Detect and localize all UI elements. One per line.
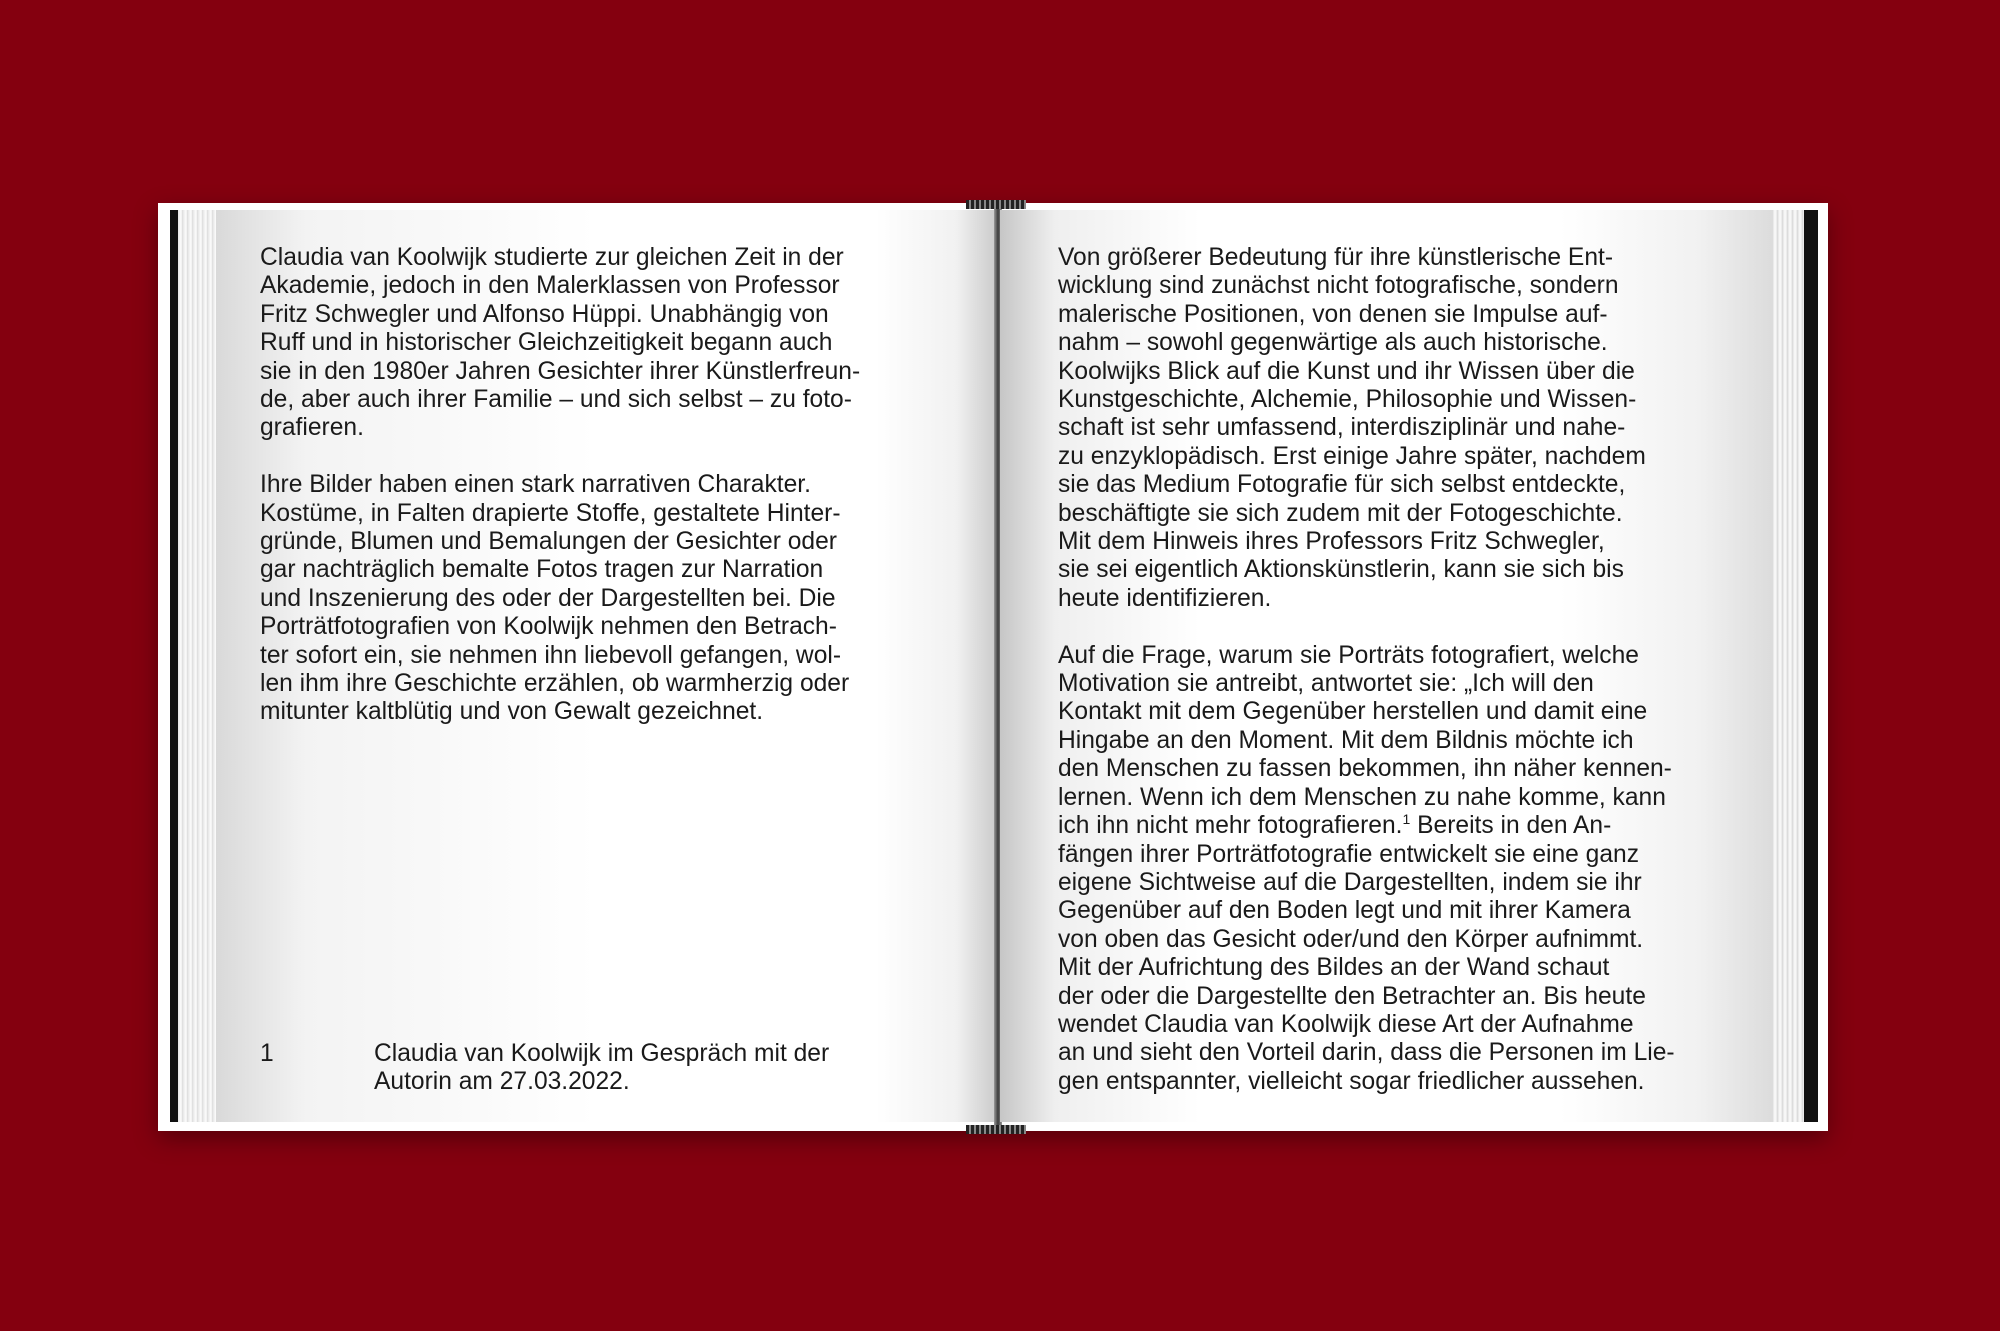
ref-line-before: ich ihn nicht mehr fotografieren. (1058, 812, 1403, 840)
text-line: Motivation sie antreibt, antwortet sie: „Ich will den (1058, 670, 1594, 698)
right-page-body (1058, 244, 1675, 1096)
text-line: Von größerer Bedeutung für ihre künstlerische Ent- (1058, 244, 1614, 271)
footnote-text (374, 1040, 829, 1097)
text-line: Mit dem Hinweis ihres Professors Fritz Schwegler, (1058, 528, 1605, 556)
text-line: Koolwijks Blick auf die Kunst und ihr Wissen über die (1058, 357, 1635, 385)
text-line: fängen ihrer Porträtfotografie entwickelt sie eine ganz (1058, 840, 1640, 868)
text-line: Ihre Bilder haben einen stark narrativen Charakter. (260, 471, 811, 499)
text-line: Akademie, jedoch in den Malerklassen von Professor (260, 272, 840, 300)
left-page-body (260, 244, 860, 727)
text-line: Mit der Aufrichtung des Bildes an der Wand schaut (1058, 954, 1610, 982)
text-line: Kostüme, in Falten drapierte Stoffe, gestaltete Hinter- (260, 499, 841, 527)
footnote-number: 1 (260, 1040, 274, 1067)
ref-line-after: Bereits in den An- (1410, 812, 1612, 840)
text-line: und Inszenierung des oder der Dargestellten bei. Die (260, 584, 836, 612)
text-line: gen entspannter, vielleicht sogar friedlicher aussehen. (1058, 1067, 1645, 1095)
text-line: Auf die Frage, warum sie Porträts fotografiert, welche (1058, 641, 1639, 669)
text-line: grafieren. (260, 414, 364, 442)
text-line: malerische Positionen, von denen sie Impulse auf- (1058, 300, 1608, 328)
page-stack-right (1772, 210, 1804, 1122)
text-line: heute identifizieren. (1058, 584, 1272, 612)
right-paragraph-2 (1058, 642, 1675, 1097)
text-line: gründe, Blumen und Bemalungen der Gesichter oder (260, 528, 837, 556)
text-line: Porträtfotografien von Koolwijk nehmen den Betrach- (260, 613, 837, 641)
headband-bottom (966, 1125, 1026, 1134)
text-line: sie sei eigentlich Aktionskünstlerin, kann sie sich bis (1058, 556, 1624, 584)
text-line: Fritz Schwegler und Alfonso Hüppi. Unabhängig von (260, 300, 829, 328)
left-paragraph-1 (260, 244, 860, 443)
footnote-line: Autorin am 27.03.2022. (374, 1068, 630, 1096)
text-line: Gegenüber auf den Boden legt und mit ihrer Kamera (1058, 897, 1631, 925)
book-cover-edge-left (170, 210, 178, 1122)
text-line: mitunter kaltblütig und von Gewalt gezeichnet. (260, 698, 764, 726)
text-line: Kontakt mit dem Gegenüber herstellen und damit eine (1058, 698, 1648, 726)
text-line: eigene Sichtweise auf die Dargestellten, indem sie ihr (1058, 868, 1642, 896)
text-line: beschäftigte sie sich zudem mit der Fotogeschichte. (1058, 499, 1623, 527)
text-line: zu enzyklopädisch. Erst einige Jahre später, nachdem (1058, 442, 1646, 470)
text-line-with-footnote-ref (1058, 812, 1675, 840)
text-line: der oder die Dargestellte den Betrachter an. Bis heute (1058, 982, 1646, 1010)
page-stack-left (178, 210, 216, 1122)
text-line: nahm – sowohl gegenwärtige als auch historische. (1058, 329, 1608, 357)
paragraph-gap (260, 443, 860, 471)
text-line: wendet Claudia van Koolwijk diese Art der Aufnahme (1058, 1010, 1634, 1038)
text-line: gar nachträglich bemalte Fotos tragen zur Narration (260, 556, 824, 584)
text-line: Kunstgeschichte, Alchemie, Philosophie und Wissen- (1058, 386, 1637, 414)
text-line: ter sofort ein, sie nehmen ihn liebevoll gefangen, wol- (260, 641, 842, 669)
text-line: Claudia van Koolwijk studierte zur gleichen Zeit in der (260, 244, 844, 271)
text-line: schaft ist sehr umfassend, interdisziplinär und nahe- (1058, 414, 1626, 442)
text-line: Hingabe an den Moment. Mit dem Bildnis möchte ich (1058, 726, 1634, 754)
text-line: len ihm ihre Geschichte erzählen, ob warmherzig oder (260, 670, 850, 698)
left-paragraph-2 (260, 471, 860, 727)
text-line: von oben das Gesicht oder/und den Körper aufnimmt. (1058, 925, 1644, 953)
book-cover-edge-right (1804, 210, 1818, 1122)
text-line: wicklung sind zunächst nicht fotografische, sondern (1058, 272, 1619, 300)
text-line: lernen. Wenn ich dem Menschen zu nahe komme, kann (1058, 783, 1666, 811)
text-line: sie das Medium Fotografie für sich selbst entdeckte, (1058, 471, 1626, 499)
text-line: sie in den 1980er Jahren Gesichter ihrer Künstlerfreun- (260, 357, 861, 385)
headband-top (966, 200, 1026, 209)
text-line: Ruff und in historischer Gleichzeitigkeit begann auch (260, 329, 833, 357)
footnote-line: Claudia van Koolwijk im Gespräch mit der (374, 1040, 830, 1067)
footnote-reference[interactable]: 1 (1402, 810, 1411, 827)
text-line: an und sieht den Vorteil darin, dass die Personen im Lie- (1058, 1039, 1675, 1067)
text-line: de, aber auch ihrer Familie – und sich selbst – zu foto- (260, 386, 852, 414)
paragraph-gap (1058, 613, 1675, 641)
right-paragraph-1 (1058, 244, 1675, 613)
text-line: den Menschen zu fassen bekommen, ihn näher kennen- (1058, 755, 1672, 783)
